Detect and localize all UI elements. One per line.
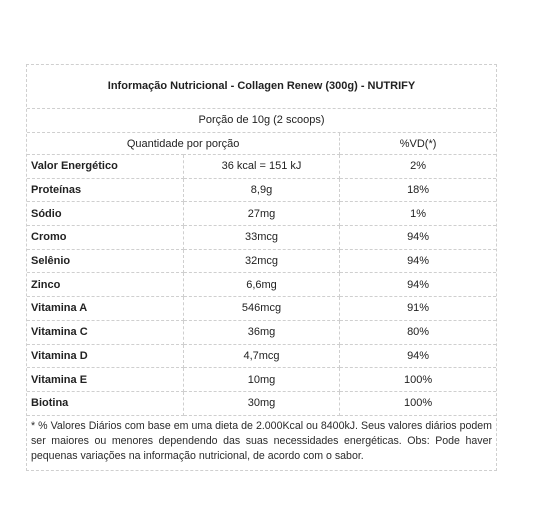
nutrient-vd: 91% [340, 297, 496, 321]
table-row [27, 226, 496, 250]
nutrient-quantity: 10mg [183, 368, 339, 392]
nutrient-name: Vitamina C [27, 320, 183, 344]
nutrient-name: Biotina [27, 391, 183, 415]
nutrient-vd: 94% [340, 249, 496, 273]
nutrient-name: Proteínas [27, 178, 183, 202]
nutrient-name: Cromo [27, 226, 183, 250]
nutrient-name: Vitamina E [27, 368, 183, 392]
nutrient-vd: 100% [340, 391, 496, 415]
nutrient-quantity: 546mcg [183, 297, 339, 321]
panel-title: Informação Nutricional - Collagen Renew (300g) - NUTRIFY [27, 65, 496, 109]
nutrient-quantity: 27mg [183, 202, 339, 226]
footnote: * % Valores Diários com base em uma dieta de 2.000Kcal ou 8400kJ. Seus valores diários podem ser maiores ou menores dependendo das suas necessidades energéticas. Obs: Pode haver pequenas variações na informação nutricional, de acordo com o sabor. [31, 419, 492, 462]
nutrient-quantity: 8,9g [183, 178, 339, 202]
nutrition-table [27, 133, 496, 416]
nutrient-name: Vitamina D [27, 344, 183, 368]
nutrient-vd: 94% [340, 344, 496, 368]
nutrient-name: Vitamina A [27, 297, 183, 321]
nutrition-facts-panel [26, 64, 497, 471]
table-row [27, 273, 496, 297]
nutrient-quantity: 36 kcal = 151 kJ [183, 155, 339, 179]
nutrient-quantity: 30mg [183, 391, 339, 415]
table-row [27, 368, 496, 392]
table-row [27, 155, 496, 179]
nutrient-vd: 18% [340, 178, 496, 202]
header-quantity: Quantidade por porção [27, 133, 340, 155]
nutrient-name: Zinco [27, 273, 183, 297]
nutrient-quantity: 36mg [183, 320, 339, 344]
nutrient-vd: 2% [340, 155, 496, 179]
portion-size: Porção de 10g (2 scoops) [27, 109, 496, 133]
nutrient-vd: 94% [340, 226, 496, 250]
nutrient-quantity: 33mcg [183, 226, 339, 250]
nutrient-vd: 1% [340, 202, 496, 226]
nutrient-vd: 80% [340, 320, 496, 344]
nutrient-quantity: 32mcg [183, 249, 339, 273]
table-row [27, 344, 496, 368]
table-row [27, 297, 496, 321]
nutrient-name: Sódio [27, 202, 183, 226]
nutrient-vd: 100% [340, 368, 496, 392]
nutrient-vd: 94% [340, 273, 496, 297]
nutrient-name: Selênio [27, 249, 183, 273]
nutrient-quantity: 4,7mcg [183, 344, 339, 368]
table-row [27, 178, 496, 202]
nutrient-quantity: 6,6mg [183, 273, 339, 297]
table-header-row [27, 133, 496, 155]
table-row [27, 320, 496, 344]
table-row [27, 249, 496, 273]
header-vd: %VD(*) [340, 133, 496, 155]
table-row [27, 202, 496, 226]
nutrient-name: Valor Energético [27, 155, 183, 179]
table-row [27, 391, 496, 415]
